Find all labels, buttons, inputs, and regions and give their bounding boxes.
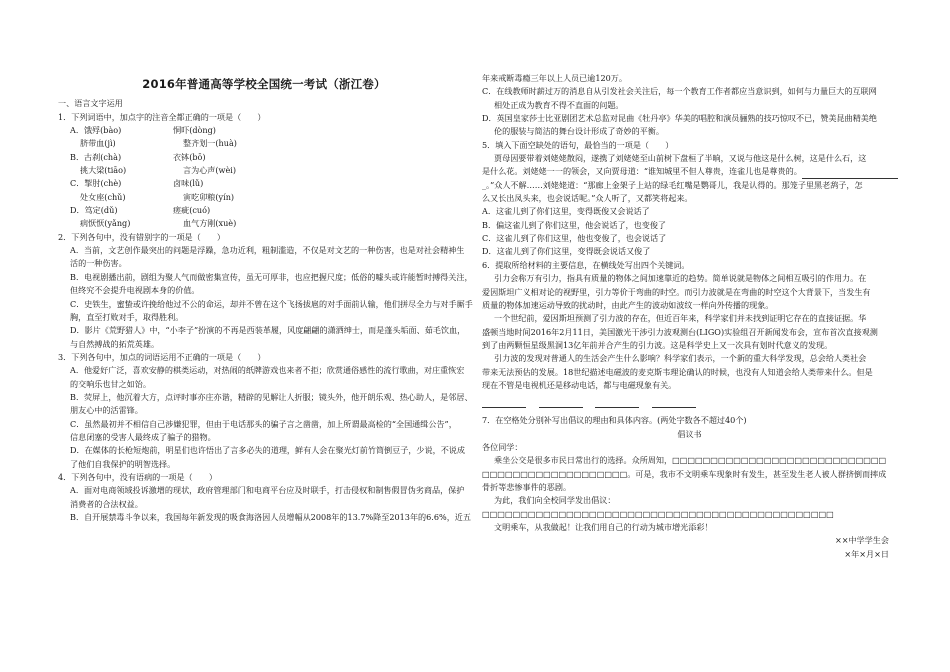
option-c-line2: 处女座(chǔ) 寅吃卯粮(yín) [80,191,235,202]
keyword-blank[interactable] [652,397,696,408]
proposal-line: 骨折等悲惨事件的恶剧。 [482,481,572,492]
option-d-line2: 病恹恹(yǎng) 血气方刚(xuè) [80,218,237,229]
option-b-cont: 但终究不会提升电视剧本身的价值。 [70,285,200,296]
option-a-cont: 活的一种伤害。 [70,258,127,269]
passage-line: 到了由两颗恒星级黑洞13亿年前并合产生的引力波。这是科学史上又一次具有划时代意义的发现。 [482,339,833,350]
option-b-line2: 挑大梁(tiāo) 言为心声(wèi) [80,165,236,176]
option-c: C．这雀儿到了你们这里，他也变俊了，也会说话了 [482,233,667,244]
question-stem: 7．在空格处分别补写出倡议的理由和具体内容。(两处字数各不超过40个) [482,415,747,426]
passage-line: 盛顿当地时间2016年2月11日，美国激光干涉引力波观测台(LIGO)实验组召开新闻发布会，宣布首次直接观测 [482,326,878,337]
proposal-heading: 倡议书 [677,428,702,439]
question-stem: 5．填入下面空缺处的语句，最恰当的一项是（ ） [482,139,674,150]
proposal-line: □□□□□□□□□□□□□□□□□□□。可是，我市不文明乘车现象时有发生，甚至发生老人被人群挤倒而摔成 [482,468,887,479]
proposal-line: 文明乘车，从我做起！让我们用自己的行动为城市增光添彩！ [494,522,713,532]
option-c-cont: 信息闭塞的受害人最终成了骗子的猎物。 [70,431,216,442]
proposal-line: 为此，我们向全校同学发出倡议： [494,495,616,506]
keyword-blank[interactable] [595,397,639,408]
option-b-cont: 朋友心中的活雷锋。 [70,405,143,416]
option-d: D．这雀儿到了你们这里，变得既会说话又俊了 [482,246,651,257]
option-b: B．自开展禁毒斗争以来，我国每年新发现的吸食海洛因人员增幅从2008年的13.7%降至2013年的6.6%，近五 [70,512,471,522]
left-column [58,70,473,524]
question-7 [482,414,897,561]
option-b: B．荧屏上，他沉着大方，点评时事亦庄亦谐，精辟的见解让人折服；镜头外，他开朗乐观、热心助人，是邻居、 [70,391,473,402]
passage-line: 质量的物体加速运动导致的扰动时，由此产生的波动如波纹一样向外传播的现象。 [482,299,774,310]
question-2 [58,231,473,351]
option-d-cont: 与自然搏战的拓荒英雄。 [70,338,160,349]
question-3 [58,351,473,471]
page-title: 2016年普通高等学校全国统一考试（浙江卷） [142,77,386,91]
question-stem: 1．下列词语中，加点字的注音全都正确的一项是（ ） [58,111,266,122]
option-d-cont: 了他们自我保护的明智选择。 [70,458,176,469]
keyword-blank[interactable] [539,397,583,408]
greeting: 各位同学： [482,441,523,452]
option-c: C．史铁生，蜜蛰或许挽给他过不公的命运，却并不曾在这个飞扬拔扈的对手面前认输，他们拼尽全力与对手厮手 [70,298,473,309]
option-c: C．虽然最初并不相信自己涉嫌犯罪，但由于电话那头的骗子言之凿凿，加上所谓最高检的“全国通缉公告”， [70,418,457,429]
passage-line: 爱因斯坦广义相对论的视野里，引力等价于弯曲的时空。而引力波就是在弯曲的时空这个大背景下，当发生有 [482,286,871,297]
option-b: B．电视剧播出前，剧组为聚人气而做密集宣传，虽无可厚非，也应把握尺度；低俗的噱头或许能暂时搏得关注， [70,271,473,282]
answer-blank[interactable] [802,168,898,179]
passage-line: 是什么花。刘姥姥一一的领会，又向贾母道：“谁知城里不但人尊贵，连雀儿也是尊贵的。 [482,165,897,178]
signature-date: ×年×月×日 [844,548,889,559]
right-column [482,72,897,561]
option-d-cont: 伦的服装与简洁的舞台设计形成了奇妙的平衡。 [494,126,664,137]
question-stem: 6．提取所给材料的主要信息，在横线处写出四个关键词。 [482,259,690,270]
question-stem: 3．下列各句中，加点的词语运用不正确的一项是（ ） [58,351,266,362]
question-stem: 2．下列各句中，没有错别字的一项是（ ） [58,231,226,242]
option-c-cont: 胸，直至打败对手，取得胜利。 [70,311,184,322]
passage-line: 一个世纪前，爱因斯坦预测了引力波的存在，但近百年来，科学家们并未找到证明它存在的直接证据。华 [494,313,867,324]
option-c: C．掣肘(chè) 卤味(lǔ) [70,178,204,189]
passage-line: 引力会称万有引力，指具有质量的物体之间加速靠近的趋势。简单说就是物体之间相互吸引的作用力。在 [494,273,867,284]
option-d: D．在媒体的长枪短炮前，明星们也许悟出了言多必失的道理，鲜有人会在聚光灯前竹筒倒豆子，少说，不说成 [70,445,465,456]
question-stem: 4．下列各句中，没有语病的一项是（ ） [58,471,217,482]
option-b: B．偏这雀儿到了你们这里，他会说话了，也变俊了 [482,219,667,230]
signature-org: ××中学学生会 [834,535,889,546]
option-d: D．英国皇家莎士比亚剧团艺术总监对昆曲《牡丹亭》华美的唱腔和演员骊熟的技巧惊叹不已，赞美昆曲精美绝 [482,113,877,124]
option-c-cont: 相处正成为教育不得不直面的问题。 [494,99,624,110]
keyword-blanks [482,392,897,414]
passage-line: _。”众人不解……刘姥姥道：“那廊上金架子上站的绿毛红嘴是鹦哥儿，我是认得的。那笼子里黑老鸹子，怎 [482,179,863,190]
passage-line: 带来无法预估的发展。18世纪描述电磁波的麦克斯韦理论确认的时候，也没有人知道会给人类带来什么。但是 [482,366,873,377]
question-4 [58,471,470,524]
question-6 [482,259,897,414]
passage-line: 引力波的发现对普通人的生活会产生什么影响？科学家们表示，一个新的重大科学发现，总会给人类社会 [494,353,867,364]
passage-line: 现在不管是电视机还是移动电话，都与电磁现象有关。 [482,379,677,390]
option-a-cont: 消费者的合法权益。 [70,498,143,509]
proposal-line: □□□□□□□□□□□□□□□□□□□□□□□□□□□□□□□□□□□□□□□□□□□□□□ [482,508,834,519]
option-b-cont: 年来戒断毒瘾三年以上人员已逾120万。 [482,73,627,83]
option-a: A．饿殍(bào) 恫吓(dòng) [70,125,216,136]
option-d: D．笃定(dǔ) 瘥疵(cuó) [70,205,211,216]
question-1 [58,111,470,231]
section-heading: 一、语言文字运用 [58,98,123,109]
option-a: A．他爱好广泛，喜欢安静的棋类运动，对热闹的纸牌游戏也来者不拒；欣赏通俗感性的流行歌曲，对庄重恢宏 [70,365,465,376]
option-a-cont: 的交响乐也甘之如饴。 [70,378,151,389]
option-a-line2: 脐带血(jì) 整齐划一(huà) [80,138,237,149]
proposal-line: 乘坐公交是很多市民日常出行的选择。众所周知，□□□□□□□□□□□□□□□□□□□□□□□□□□□□ [494,455,887,466]
option-a: A．这雀儿到了你们这里，变得既俊又会说话了 [482,206,650,217]
option-a: A．面对电商领域投诉激增的现状，政府管理部门和电商平台应及时联手，打击侵权和制售假冒伪劣商品，保护 [70,485,465,496]
keyword-blank[interactable] [482,397,526,408]
option-c: C．在线教师时薪过万的消息自从引发社会关注后，每一个教育工作者都应当意识到，如何与力量巨大的互联网 [482,86,877,97]
passage-line: 贾母因要带着刘姥姥散闷，遂携了刘姥姥至山前树下盘桓了半晌，又说与他这是什么树，这是什么石，这 [494,153,867,164]
question-5 [482,139,897,259]
option-d: D．影片《荒野猎人》中，“小李子”扮演的不再是西装革履，风度翩翩的潇洒绅士，而是蓬头垢面、茹毛饮血， [70,325,466,336]
option-b: B．古刹(chà) 衣钵(bō) [70,151,206,162]
passage-line: 么又长出凤头来，也会说话呢。”众人听了，又都笑将起来。 [482,193,693,204]
option-a: A．当前，文艺创作最突出的问题是浮躁，急功近利，粗制滥造，不仅是对文艺的一种伤害，也是对社会精神生 [70,245,465,256]
